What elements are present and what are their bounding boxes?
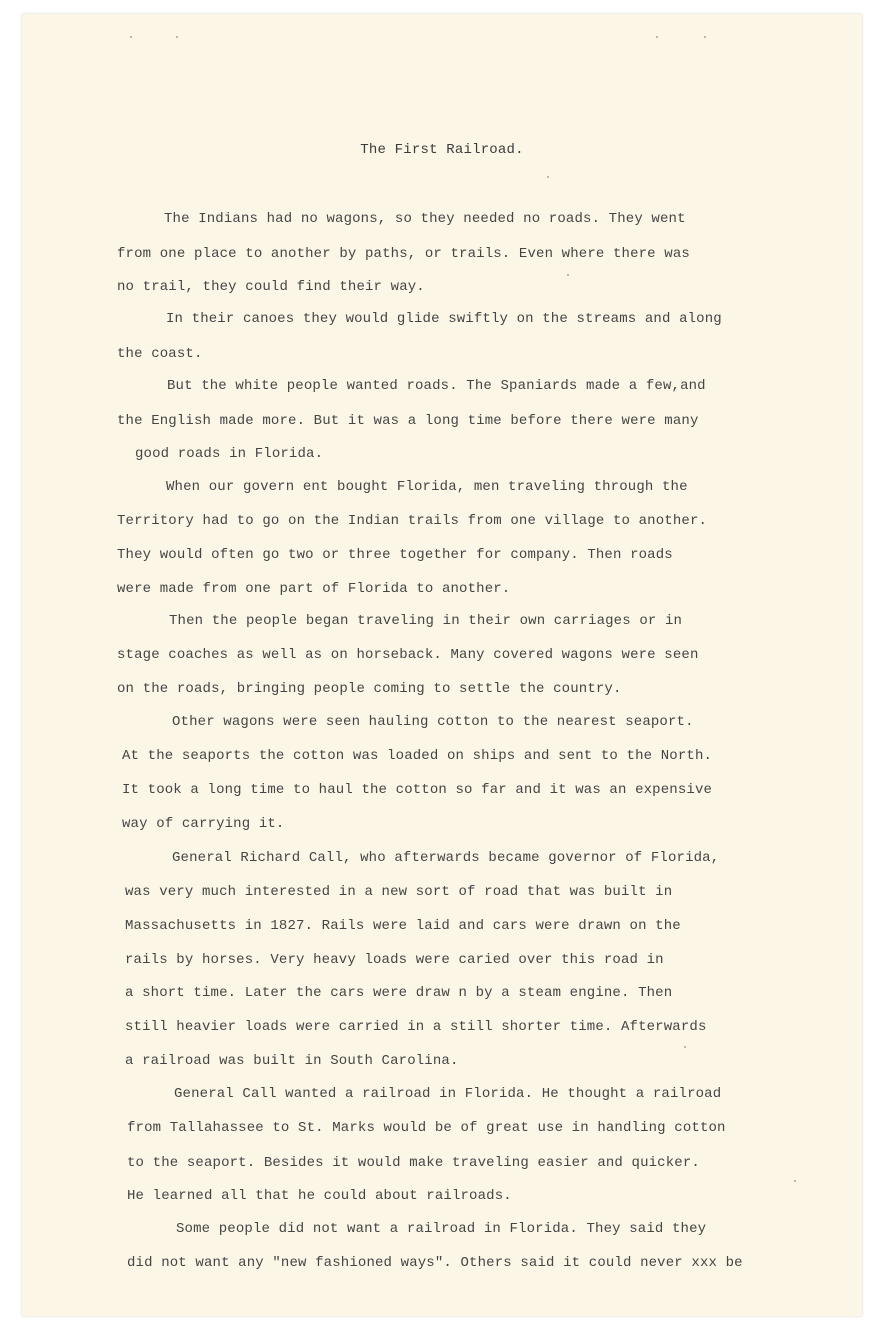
paper-speck [794, 1180, 796, 1182]
text-line: rails by horses. Very heavy loads were caried over this road in [125, 952, 664, 968]
text-line: He learned all that he could about railroads. [127, 1188, 512, 1204]
text-line: did not want any "new fashioned ways". Others said it could never xxx be [127, 1255, 743, 1271]
text-line: a railroad was built in South Carolina. [125, 1053, 459, 1069]
typed-page [22, 14, 862, 1316]
text-line: on the roads, bringing people coming to settle the country. [117, 681, 622, 697]
text-line: to the seaport. Besides it would make traveling easier and quicker. [127, 1155, 700, 1171]
paper-speck [130, 36, 132, 38]
paper-speck [547, 176, 549, 178]
text-line: They would often go two or three together for company. Then roads [117, 547, 673, 563]
text-line: At the seaports the cotton was loaded on ships and sent to the North. [122, 748, 713, 764]
text-line: the coast. [117, 346, 203, 362]
paper-speck [176, 36, 178, 38]
text-line: was very much interested in a new sort of road that was built in [125, 884, 673, 900]
paper-speck [567, 274, 569, 276]
text-line: a short time. Later the cars were draw n by a steam engine. Then [125, 985, 673, 1001]
text-line: General Call wanted a railroad in Florida. He thought a railroad [174, 1086, 722, 1102]
text-line: the English made more. But it was a long time before there were many [117, 413, 699, 429]
text-line: Then the people began traveling in their own carriages or in [169, 613, 683, 629]
text-line: no trail, they could find their way. [117, 279, 425, 295]
text-line: way of carrying it. [122, 816, 285, 832]
paper-speck [704, 36, 706, 38]
paper-speck [656, 36, 658, 38]
text-line: It took a long time to haul the cotton so far and it was an expensive [122, 782, 713, 798]
text-line: But the white people wanted roads. The Spaniards made a few,and [167, 378, 706, 394]
text-line: The Indians had no wagons, so they needed no roads. They went [164, 211, 686, 227]
text-line: When our govern ent bought Florida, men traveling through the [166, 479, 688, 495]
text-line: from one place to another by paths, or trails. Even where there was [117, 246, 690, 262]
text-line: General Richard Call, who afterwards became governor of Florida, [172, 850, 720, 866]
page-title: The First Railroad. [360, 142, 524, 158]
text-line: Massachusetts in 1827. Rails were laid and cars were drawn on the [125, 918, 681, 934]
text-line: from Tallahassee to St. Marks would be of great use in handling cotton [127, 1120, 726, 1136]
paper-speck [684, 1046, 686, 1048]
text-line: good roads in Florida. [135, 446, 324, 462]
text-line: were made from one part of Florida to another. [117, 581, 511, 597]
text-line: Territory had to go on the Indian trails from one village to another. [117, 513, 708, 529]
text-line: Some people did not want a railroad in Florida. They said they [176, 1221, 707, 1237]
text-line: Other wagons were seen hauling cotton to the nearest seaport. [172, 714, 694, 730]
text-line: still heavier loads were carried in a still shorter time. Afterwards [125, 1019, 707, 1035]
text-line: stage coaches as well as on horseback. Many covered wagons were seen [117, 647, 699, 663]
text-line: In their canoes they would glide swiftly on the streams and along [166, 311, 722, 327]
